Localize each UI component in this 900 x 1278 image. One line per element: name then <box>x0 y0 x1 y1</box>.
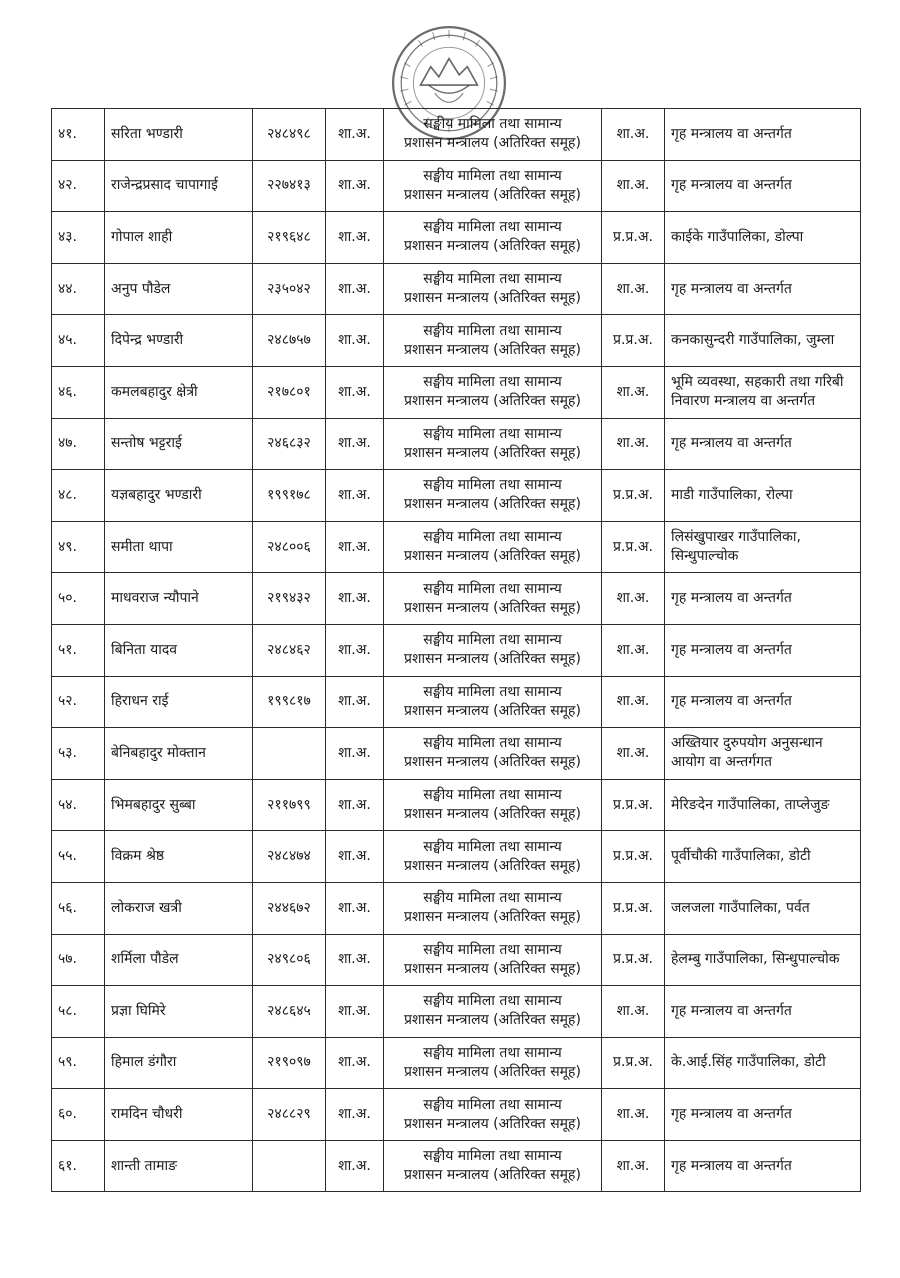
employee-id-cell: २४८४६२ <box>253 624 326 676</box>
current-post-cell: शा.अ. <box>326 315 384 367</box>
assigned-office-cell <box>665 160 861 212</box>
assigned-post-cell: शा.अ. <box>602 263 665 315</box>
current-office-cell-line: सङ्घीय मामिला तथा सामान्य <box>423 683 562 700</box>
assigned-office-cell <box>665 1089 861 1141</box>
assigned-office-cell-line: गृह मन्त्रालय वा अन्तर्गत <box>671 177 792 194</box>
employee-id-cell: २४८००६ <box>253 521 326 573</box>
current-office-cell-line: सङ्घीय मामिला तथा सामान्य <box>423 787 562 804</box>
assigned-post-cell: शा.अ. <box>602 728 665 780</box>
assigned-office-cell-line: अख्तियार दुरुपयोग अनुसन्धान <box>671 735 823 752</box>
assigned-office-cell-line: जलजला गाउँपालिका, पर्वत <box>671 899 810 916</box>
assigned-post-cell: शा.अ. <box>602 418 665 470</box>
employee-name-cell: सन्तोष भट्टराई <box>105 418 253 470</box>
current-post-cell: शा.अ. <box>326 831 384 883</box>
serial-number-cell: ५०. <box>52 573 105 625</box>
employee-id-cell: २४८४७४ <box>253 831 326 883</box>
current-office-cell <box>384 573 602 625</box>
employee-id-cell: २४८८२९ <box>253 1089 326 1141</box>
table-row <box>52 831 861 883</box>
current-post-cell: शा.अ. <box>326 676 384 728</box>
current-office-cell-line: सङ्घीय मामिला तथा सामान्य <box>423 529 562 546</box>
table-row <box>52 366 861 418</box>
serial-number-cell: ४४. <box>52 263 105 315</box>
employee-id-cell: २२७४१३ <box>253 160 326 212</box>
current-office-cell-line: सङ्घीय मामिला तथा सामान्य <box>423 271 562 288</box>
assigned-office-cell <box>665 986 861 1038</box>
assigned-office-cell <box>665 521 861 573</box>
current-office-cell <box>384 779 602 831</box>
table-row <box>52 986 861 1038</box>
assigned-office-cell-line: लिसंखुपाखर गाउँपालिका, <box>671 529 801 546</box>
current-office-cell-line: प्रशासन मन्त्रालय (अतिरिक्त समूह) <box>404 496 581 513</box>
assigned-post-cell: प्र.प्र.अ. <box>602 882 665 934</box>
employee-id-cell: २४४६७२ <box>253 882 326 934</box>
employee-name-cell: दिपेन्द्र भण्डारी <box>105 315 253 367</box>
table-row <box>52 521 861 573</box>
employee-id-cell: २११७९९ <box>253 779 326 831</box>
table-row <box>52 109 861 161</box>
current-post-cell: शा.अ. <box>326 1140 384 1192</box>
assigned-office-cell-line: गृह मन्त्रालय वा अन्तर्गत <box>671 435 792 452</box>
current-office-cell <box>384 1037 602 1089</box>
assigned-office-cell <box>665 779 861 831</box>
current-office-cell-line: सङ्घीय मामिला तथा सामान्य <box>423 167 562 184</box>
current-office-cell-line: सङ्घीय मामिला तथा सामान्य <box>423 993 562 1010</box>
assigned-office-cell <box>665 573 861 625</box>
table-row <box>52 1140 861 1192</box>
serial-number-cell: ६१. <box>52 1140 105 1192</box>
current-office-cell-line: प्रशासन मन्त्रालय (अतिरिक्त समूह) <box>404 1063 581 1080</box>
current-office-cell-line: प्रशासन मन्त्रालय (अतिरिक्त समूह) <box>404 341 581 358</box>
serial-number-cell: ५८. <box>52 986 105 1038</box>
employee-id-cell: २१९४३२ <box>253 573 326 625</box>
current-office-cell-line: सङ्घीय मामिला तथा सामान्य <box>423 425 562 442</box>
employee-name-cell: लोकराज खत्री <box>105 882 253 934</box>
current-office-cell-line: प्रशासन मन्त्रालय (अतिरिक्त समूह) <box>404 393 581 410</box>
current-office-cell-line: सङ्घीय मामिला तथा सामान्य <box>423 735 562 752</box>
employee-id-cell: २४९८०६ <box>253 934 326 986</box>
current-post-cell: शा.अ. <box>326 418 384 470</box>
serial-number-cell: ४३. <box>52 212 105 264</box>
assigned-office-cell <box>665 624 861 676</box>
current-office-cell <box>384 160 602 212</box>
current-office-cell-line: सङ्घीय मामिला तथा सामान्य <box>423 1096 562 1113</box>
assigned-office-cell <box>665 1140 861 1192</box>
current-office-cell-line: सङ्घीय मामिला तथा सामान्य <box>423 632 562 649</box>
current-post-cell: शा.अ. <box>326 263 384 315</box>
employee-name-cell: रामदिन चौधरी <box>105 1089 253 1141</box>
table-row <box>52 1037 861 1089</box>
employee-name-cell: बेनिबहादुर मोक्तान <box>105 728 253 780</box>
employee-name-cell: बिनिता यादव <box>105 624 253 676</box>
current-post-cell: शा.अ. <box>326 882 384 934</box>
current-office-cell <box>384 263 602 315</box>
assigned-post-cell: शा.अ. <box>602 986 665 1038</box>
current-office-cell-line: सङ्घीय मामिला तथा सामान्य <box>423 580 562 597</box>
current-office-cell <box>384 366 602 418</box>
current-office-cell <box>384 1140 602 1192</box>
employee-name-cell: विक्रम श्रेष्ठ <box>105 831 253 883</box>
serial-number-cell: ५३. <box>52 728 105 780</box>
assigned-post-cell: प्र.प्र.अ. <box>602 521 665 573</box>
employee-id-cell: २४८४९८ <box>253 109 326 161</box>
employee-name-cell: अनुप पौडेल <box>105 263 253 315</box>
current-office-cell-line: प्रशासन मन्त्रालय (अतिरिक्त समूह) <box>404 444 581 461</box>
table-row <box>52 160 861 212</box>
current-office-cell-line: सङ्घीय मामिला तथा सामान्य <box>423 477 562 494</box>
assigned-post-cell: शा.अ. <box>602 573 665 625</box>
current-office-cell <box>384 676 602 728</box>
employee-name-cell: माधवराज न्यौपाने <box>105 573 253 625</box>
current-office-cell <box>384 624 602 676</box>
serial-number-cell: ४१. <box>52 109 105 161</box>
table-row <box>52 779 861 831</box>
current-office-cell-line: सङ्घीय मामिला तथा सामान्य <box>423 322 562 339</box>
employee-id-cell: १९९१७८ <box>253 470 326 522</box>
current-office-cell <box>384 109 602 161</box>
table-row <box>52 418 861 470</box>
employee-id-cell: २१७८०१ <box>253 366 326 418</box>
current-office-cell-line: सङ्घीय मामिला तथा सामान्य <box>423 219 562 236</box>
assigned-office-cell <box>665 109 861 161</box>
current-office-cell <box>384 315 602 367</box>
current-post-cell: शा.अ. <box>326 1037 384 1089</box>
assigned-office-cell <box>665 882 861 934</box>
assigned-post-cell: शा.अ. <box>602 1140 665 1192</box>
current-post-cell: शा.अ. <box>326 934 384 986</box>
current-office-cell-line: प्रशासन मन्त्रालय (अतिरिक्त समूह) <box>404 1012 581 1029</box>
current-office-cell <box>384 418 602 470</box>
serial-number-cell: ४५. <box>52 315 105 367</box>
serial-number-cell: ४६. <box>52 366 105 418</box>
serial-number-cell: ५६. <box>52 882 105 934</box>
table-row <box>52 728 861 780</box>
serial-number-cell: ४२. <box>52 160 105 212</box>
serial-number-cell: ४७. <box>52 418 105 470</box>
assigned-office-cell <box>665 263 861 315</box>
serial-number-cell: ४८. <box>52 470 105 522</box>
employee-name-cell: हिमाल डंगौरा <box>105 1037 253 1089</box>
assigned-post-cell: प्र.प्र.अ. <box>602 934 665 986</box>
current-office-cell <box>384 831 602 883</box>
table-row <box>52 573 861 625</box>
assigned-office-cell <box>665 1037 861 1089</box>
current-office-cell-line: सङ्घीय मामिला तथा सामान्य <box>423 941 562 958</box>
assigned-post-cell: प्र.प्र.अ. <box>602 831 665 883</box>
assigned-office-cell-line: मेरिङदेन गाउँपालिका, ताप्लेजुङ <box>671 796 830 813</box>
table-body <box>52 109 861 1192</box>
current-office-cell-line: प्रशासन मन्त्रालय (अतिरिक्त समूह) <box>404 702 581 719</box>
employee-name-cell: कमलबहादुर क्षेत्री <box>105 366 253 418</box>
current-office-cell-line: प्रशासन मन्त्रालय (अतिरिक्त समूह) <box>404 1115 581 1132</box>
current-post-cell: शा.अ. <box>326 1089 384 1141</box>
assigned-office-cell-line: सिन्धुपाल्चोक <box>671 548 739 565</box>
employee-name-cell: प्रज्ञा घिमिरे <box>105 986 253 1038</box>
current-office-cell-line: प्रशासन मन्त्रालय (अतिरिक्त समूह) <box>404 960 581 977</box>
employee-id-cell: २१९६४८ <box>253 212 326 264</box>
assigned-office-cell-line: गृह मन्त्रालय वा अन्तर्गत <box>671 1002 792 1019</box>
current-office-cell-line: प्रशासन मन्त्रालय (अतिरिक्त समूह) <box>404 651 581 668</box>
table-row <box>52 212 861 264</box>
employee-id-cell: २४६८३२ <box>253 418 326 470</box>
current-post-cell: शा.अ. <box>326 521 384 573</box>
assigned-post-cell: शा.अ. <box>602 676 665 728</box>
table-row <box>52 676 861 728</box>
employee-name-cell: सरिता भण्डारी <box>105 109 253 161</box>
assigned-post-cell: शा.अ. <box>602 1089 665 1141</box>
assigned-office-cell-line: कनकासुन्दरी गाउँपालिका, जुम्ला <box>671 332 835 349</box>
current-post-cell: शा.अ. <box>326 573 384 625</box>
current-office-cell-line: प्रशासन मन्त्रालय (अतिरिक्त समूह) <box>404 135 581 152</box>
current-office-cell-line: सङ्घीय मामिला तथा सामान्य <box>423 1044 562 1061</box>
employee-id-cell: २३५०४२ <box>253 263 326 315</box>
current-office-cell-line: सङ्घीय मामिला तथा सामान्य <box>423 838 562 855</box>
assigned-office-cell-line: पूर्वीचौकी गाउँपालिका, डोटी <box>671 848 811 865</box>
current-office-cell-line: सङ्घीय मामिला तथा सामान्य <box>423 116 562 133</box>
assigned-office-cell-line: माडी गाउँपालिका, रोल्पा <box>671 486 793 503</box>
current-office-cell <box>384 728 602 780</box>
current-office-cell <box>384 212 602 264</box>
current-post-cell: शा.अ. <box>326 624 384 676</box>
assigned-office-cell <box>665 470 861 522</box>
current-office-cell-line: सङ्घीय मामिला तथा सामान्य <box>423 890 562 907</box>
current-post-cell: शा.अ. <box>326 212 384 264</box>
assigned-office-cell <box>665 676 861 728</box>
employee-name-cell: समीता थापा <box>105 521 253 573</box>
employee-name-cell: शर्मिला पौडेल <box>105 934 253 986</box>
employee-name-cell: हिराधन राई <box>105 676 253 728</box>
assigned-office-cell <box>665 418 861 470</box>
current-office-cell-line: प्रशासन मन्त्रालय (अतिरिक्त समूह) <box>404 599 581 616</box>
current-office-cell-line: प्रशासन मन्त्रालय (अतिरिक्त समूह) <box>404 1167 581 1184</box>
assigned-post-cell: प्र.प्र.अ. <box>602 1037 665 1089</box>
current-office-cell <box>384 470 602 522</box>
current-office-cell-line: प्रशासन मन्त्रालय (अतिरिक्त समूह) <box>404 754 581 771</box>
current-office-cell-line: प्रशासन मन्त्रालय (अतिरिक्त समूह) <box>404 909 581 926</box>
current-office-cell-line: सङ्घीय मामिला तथा सामान्य <box>423 374 562 391</box>
serial-number-cell: ५१. <box>52 624 105 676</box>
current-post-cell: शा.अ. <box>326 986 384 1038</box>
employee-name-cell: भिमबहादुर सुब्बा <box>105 779 253 831</box>
table-row <box>52 934 861 986</box>
assigned-post-cell: प्र.प्र.अ. <box>602 470 665 522</box>
table-row <box>52 470 861 522</box>
assigned-office-cell-line: हेलम्बु गाउँपालिका, सिन्धुपाल्चोक <box>671 951 840 968</box>
assigned-post-cell: प्र.प्र.अ. <box>602 779 665 831</box>
current-office-cell <box>384 986 602 1038</box>
assigned-office-cell-line: गृह मन्त्रालय वा अन्तर्गत <box>671 1157 792 1174</box>
assigned-post-cell: शा.अ. <box>602 624 665 676</box>
employee-name-cell: शान्ती तामाङ <box>105 1140 253 1192</box>
current-post-cell: शा.अ. <box>326 728 384 780</box>
serial-number-cell: ५४. <box>52 779 105 831</box>
employee-id-cell: १९९८१७ <box>253 676 326 728</box>
assigned-office-cell-line: गृह मन्त्रालय वा अन्तर्गत <box>671 280 792 297</box>
employee-id-cell <box>253 728 326 780</box>
assigned-office-cell-line: गृह मन्त्रालय वा अन्तर्गत <box>671 641 792 658</box>
assigned-post-cell: शा.अ. <box>602 160 665 212</box>
table-row <box>52 263 861 315</box>
serial-number-cell: ६०. <box>52 1089 105 1141</box>
table-row <box>52 315 861 367</box>
assigned-post-cell: शा.अ. <box>602 366 665 418</box>
serial-number-cell: ५५. <box>52 831 105 883</box>
current-office-cell <box>384 1089 602 1141</box>
assigned-post-cell: शा.अ. <box>602 109 665 161</box>
assigned-post-cell: प्र.प्र.अ. <box>602 212 665 264</box>
current-office-cell-line: प्रशासन मन्त्रालय (अतिरिक्त समूह) <box>404 290 581 307</box>
current-post-cell: शा.अ. <box>326 160 384 212</box>
employee-id-cell <box>253 1140 326 1192</box>
employee-id-cell: २४८६४५ <box>253 986 326 1038</box>
current-office-cell-line: प्रशासन मन्त्रालय (अतिरिक्त समूह) <box>404 548 581 565</box>
table-row <box>52 882 861 934</box>
assigned-office-cell-line: भूमि व्यवस्था, सहकारी तथा गरिबी <box>671 374 844 391</box>
assigned-office-cell <box>665 934 861 986</box>
current-office-cell-line: प्रशासन मन्त्रालय (अतिरिक्त समूह) <box>404 186 581 203</box>
current-post-cell: शा.अ. <box>326 366 384 418</box>
table-row <box>52 1089 861 1141</box>
current-office-cell-line: प्रशासन मन्त्रालय (अतिरिक्त समूह) <box>404 806 581 823</box>
employee-name-cell: गोपाल शाही <box>105 212 253 264</box>
current-post-cell: शा.अ. <box>326 470 384 522</box>
assigned-office-cell-line: आयोग वा अन्तर्गगत <box>671 754 772 771</box>
current-office-cell-line: सङ्घीय मामिला तथा सामान्य <box>423 1148 562 1165</box>
employee-id-cell: २४८७५७ <box>253 315 326 367</box>
serial-number-cell: ५२. <box>52 676 105 728</box>
employee-name-cell: यज्ञबहादुर भण्डारी <box>105 470 253 522</box>
assigned-office-cell <box>665 728 861 780</box>
current-post-cell: शा.अ. <box>326 109 384 161</box>
employee-name-cell: राजेन्द्रप्रसाद चापागाई <box>105 160 253 212</box>
assigned-office-cell-line: गृह मन्त्रालय वा अन्तर्गत <box>671 693 792 710</box>
current-office-cell <box>384 882 602 934</box>
assigned-post-cell: प्र.प्र.अ. <box>602 315 665 367</box>
current-office-cell-line: प्रशासन मन्त्रालय (अतिरिक्त समूह) <box>404 857 581 874</box>
current-office-cell-line: प्रशासन मन्त्रालय (अतिरिक्त समूह) <box>404 238 581 255</box>
assigned-office-cell <box>665 315 861 367</box>
serial-number-cell: ५९. <box>52 1037 105 1089</box>
transfer-list-table <box>51 108 861 1192</box>
assigned-office-cell-line: गृह मन्त्रालय वा अन्तर्गत <box>671 125 792 142</box>
assigned-office-cell-line: निवारण मन्त्रालय वा अन्तर्गत <box>671 393 816 410</box>
assigned-office-cell <box>665 212 861 264</box>
table-row <box>52 624 861 676</box>
assigned-office-cell <box>665 366 861 418</box>
serial-number-cell: ५७. <box>52 934 105 986</box>
assigned-office-cell-line: के.आई.सिंह गाउँपालिका, डोटी <box>671 1054 826 1071</box>
current-office-cell <box>384 934 602 986</box>
current-post-cell: शा.अ. <box>326 779 384 831</box>
assigned-office-cell-line: गृह मन्त्रालय वा अन्तर्गत <box>671 590 792 607</box>
assigned-office-cell-line: काईके गाउँपालिका, डोल्पा <box>671 228 804 245</box>
assigned-office-cell-line: गृह मन्त्रालय वा अन्तर्गत <box>671 1106 792 1123</box>
assigned-office-cell <box>665 831 861 883</box>
current-office-cell <box>384 521 602 573</box>
serial-number-cell: ४९. <box>52 521 105 573</box>
employee-id-cell: २१९०९७ <box>253 1037 326 1089</box>
